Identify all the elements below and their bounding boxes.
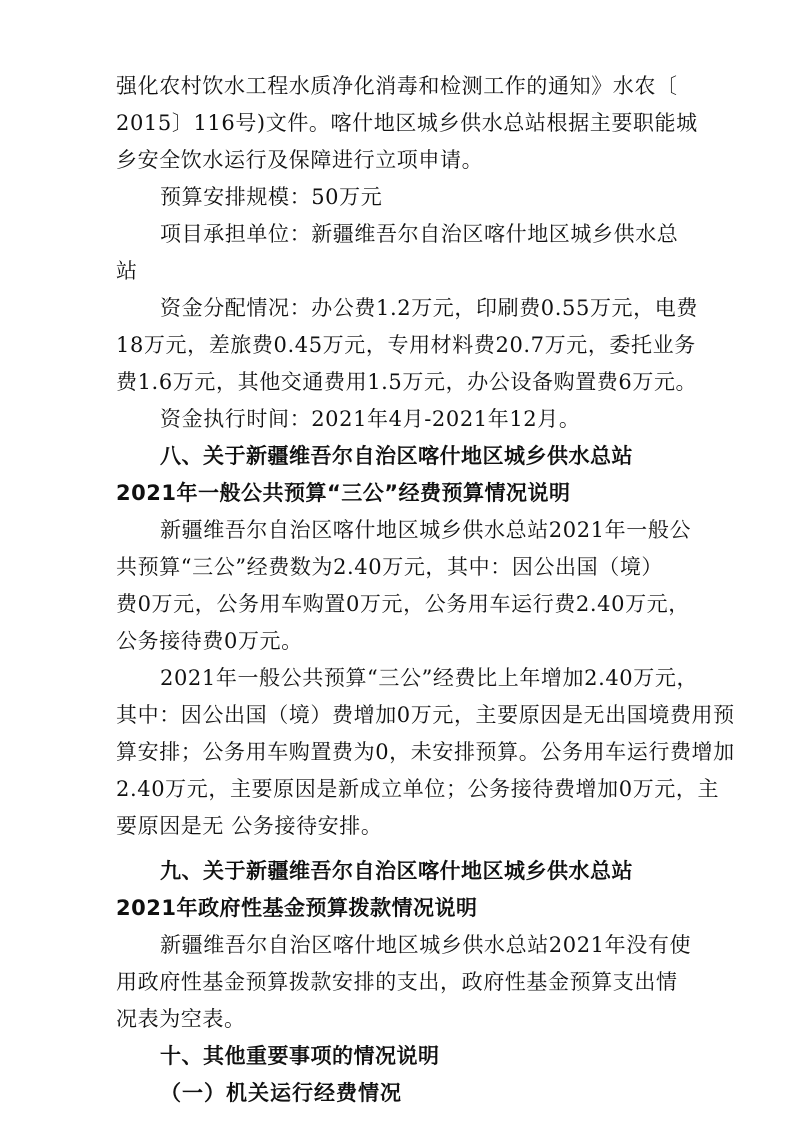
body-text-line: 况表为空表。 <box>116 1007 246 1031</box>
body-text-line: 共预算“三公”经费数为2.40万元，其中：因公出国（境） <box>116 555 664 579</box>
body-text-line: 费1.6万元，其他交通费用1.5万元，办公设备购置费6万元。 <box>116 370 698 394</box>
fund-allocation-line: 资金分配情况：办公费1.2万元，印刷费0.55万元，电费 <box>160 296 698 320</box>
body-text-line: 站 <box>116 259 138 283</box>
section-heading-8-cont: 2021年一般公共预算“三公”经费预算情况说明 <box>116 481 571 505</box>
body-text-line: 要原因是无 公务接待安排。 <box>116 814 383 838</box>
section-heading-9: 九、关于新疆维吾尔自治区喀什地区城乡供水总站 <box>160 859 633 883</box>
body-text-line: 2.40万元，主要原因是新成立单位；公务接待费增加0万元，主 <box>116 777 720 801</box>
section-heading-10: 十、其他重要事项的情况说明 <box>160 1044 440 1068</box>
body-text-line: 新疆维吾尔自治区喀什地区城乡供水总站2021年一般公 <box>160 518 692 542</box>
execution-time-line: 资金执行时间：2021年4月-2021年12月。 <box>160 407 581 431</box>
body-text-line: 2015〕116号)文件。喀什地区城乡供水总站根据主要职能城 <box>116 111 698 135</box>
body-text-line: 费0万元，公务用车购置0万元，公务用车运行费2.40万元， <box>116 592 690 616</box>
body-text-line: 其中：因公出国（境）费增加0万元，主要原因是无出国境费用预 <box>116 703 735 727</box>
body-text-line: 算安排；公务用车购置费为0，未安排预算。公务用车运行费增加 <box>116 740 735 764</box>
body-text-line: 公务接待费0万元。 <box>116 629 303 653</box>
subsection-heading: （一）机关运行经费情况 <box>160 1080 402 1105</box>
section-heading-9-cont: 2021年政府性基金预算拨款情况说明 <box>116 896 478 920</box>
body-text-line: 18万元，差旅费0.45万元，专用材料费20.7万元，委托业务 <box>116 333 696 357</box>
section-heading-8: 八、关于新疆维吾尔自治区喀什地区城乡供水总站 <box>160 444 633 468</box>
budget-scale-line: 预算安排规模：50万元 <box>160 185 383 209</box>
project-unit-line: 项目承担单位：新疆维吾尔自治区喀什地区城乡供水总 <box>160 222 679 246</box>
body-text-line: 乡安全饮水运行及保障进行立项申请。 <box>116 148 484 172</box>
body-text-line: 强化农村饮水工程水质净化消毒和检测工作的通知》水农〔 <box>116 74 678 98</box>
body-text-line: 用政府性基金预算拨款安排的支出，政府性基金预算支出情 <box>116 970 678 994</box>
body-text-line: 2021年一般公共预算“三公”经费比上年增加2.40万元， <box>160 666 699 690</box>
body-text-line: 新疆维吾尔自治区喀什地区城乡供水总站2021年没有使 <box>160 933 692 957</box>
